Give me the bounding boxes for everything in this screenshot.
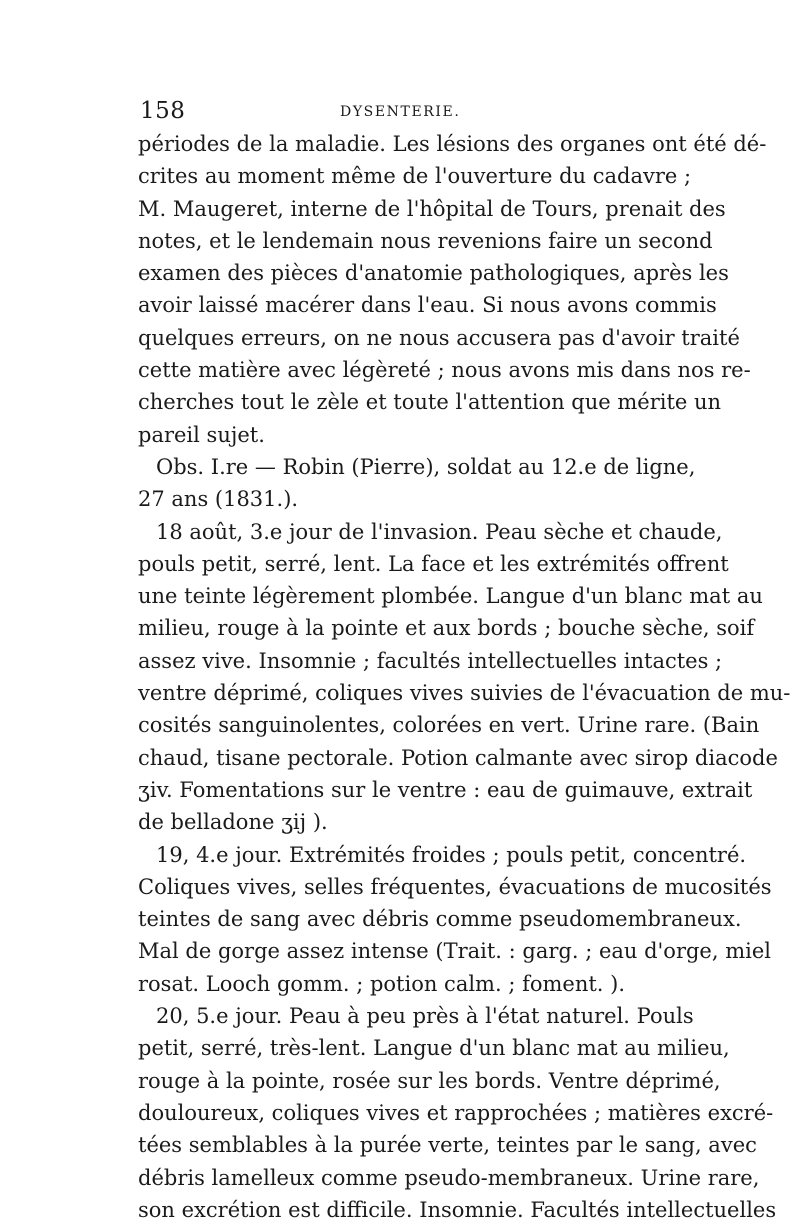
text-line: 27 ans (1831.). [138, 487, 299, 512]
text-line: milieu, rouge à la pointe et aux bords ; bouche sèche, soif [138, 616, 755, 641]
text-line: crites au moment même de l'ouverture du cadavre ; [138, 164, 692, 189]
text-line: quelques erreurs, on ne nous accusera pas d'avoir traité [138, 325, 740, 350]
text-line: rouge à la pointe, rosée sur les bords. Ventre déprimé, [138, 1068, 721, 1093]
text-line: examen des pièces d'anatomie pathologiques, après les [138, 261, 729, 286]
text-line: Obs. I.re — Robin (Pierre), soldat au 12.e de ligne, [156, 454, 696, 479]
text-line: rosat. Looch gomm. ; potion calm. ; foment. ). [138, 971, 626, 996]
text-line: teintes de sang avec débris comme pseudomembraneux. [138, 907, 742, 932]
running-title: DYSENTERIE. [340, 104, 461, 120]
text-line: de belladone ʒij ). [138, 810, 328, 835]
text-line: 19, 4.e jour. Extrémités froides ; pouls petit, concentré. [156, 842, 747, 867]
text-line: cosités sanguinolentes, colorées en vert. Urine rare. (Bain [138, 713, 760, 738]
page-number: 158 [140, 98, 186, 124]
page-header [140, 98, 668, 128]
text-line: petit, serré, très-lent. Langue d'un blanc mat au milieu, [138, 1036, 730, 1061]
text-line: débris lamelleux comme pseudo-membraneux. Urine rare, [138, 1165, 760, 1190]
text-line: Mal de gorge assez intense (Trait. : garg. ; eau d'orge, miel [138, 939, 771, 964]
text-line: pareil sujet. [138, 422, 265, 447]
text-line: Coliques vives, selles fréquentes, évacuations de mucosités [138, 874, 772, 899]
text-line: avoir laissé macérer dans l'eau. Si nous avons commis [138, 293, 717, 318]
text-line: M. Maugeret, interne de l'hôpital de Tours, prenait des [138, 196, 726, 221]
body-text [138, 128, 791, 1226]
text-line: cette matière avec légèreté ; nous avons mis dans nos re- [138, 358, 751, 383]
text-line: ventre déprimé, coliques vives suivies de l'évacuation de mu- [138, 681, 791, 706]
text-line: assez vive. Insomnie ; facultés intellectuelles intactes ; [138, 648, 723, 673]
text-line: 20, 5.e jour. Peau à peu près à l'état naturel. Pouls [156, 1004, 694, 1029]
text-line: ʒiv. Fomentations sur le ventre : eau de guimauve, extrait [138, 777, 753, 802]
text-line: une teinte légèrement plombée. Langue d'un blanc mat au [138, 584, 763, 609]
text-line: cherches tout le zèle et toute l'attention que mérite un [138, 390, 722, 415]
text-line: son excrétion est difficile. Insomnie. Facultés intellectuelles [138, 1197, 777, 1222]
text-line: 18 août, 3.e jour de l'invasion. Peau sèche et chaude, [156, 519, 723, 544]
text-line: chaud, tisane pectorale. Potion calmante avec sirop diacode [138, 745, 778, 770]
text-line: pouls petit, serré, lent. La face et les extrémités offrent [138, 551, 729, 576]
text-line: périodes de la maladie. Les lésions des organes ont été dé- [138, 132, 767, 156]
text-line: douloureux, coliques vives et rapprochées ; matières excré- [138, 1100, 774, 1125]
text-line: tées semblables à la purée verte, teintes par le sang, avec [138, 1133, 757, 1158]
text-line: notes, et le lendemain nous revenions faire un second [138, 228, 713, 253]
